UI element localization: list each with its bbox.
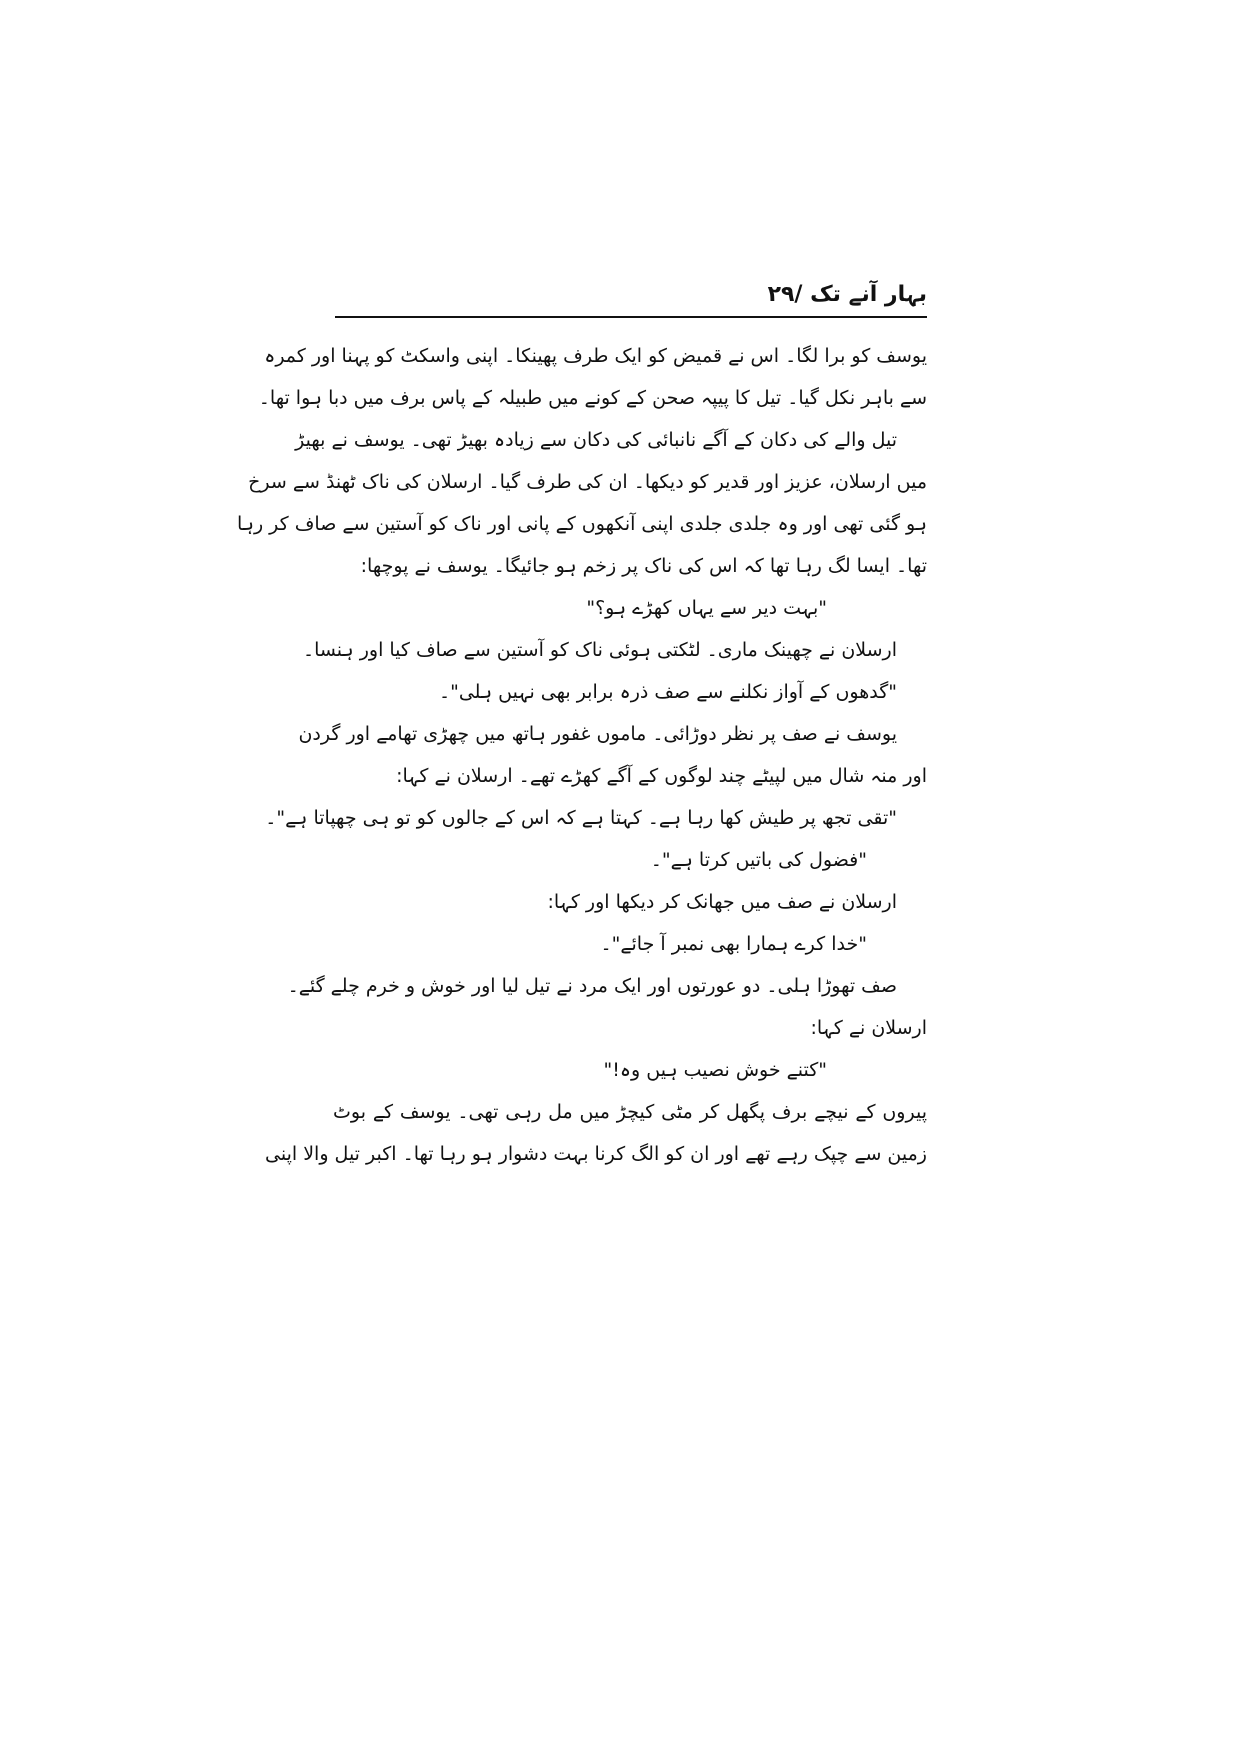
text-line: ارسلان نے چھینک ماری۔ لٹکتی ہوئی ناک کو آستین سے صاف کیا اور ہنسا۔	[302, 639, 897, 661]
text-line: زمین سے چپک رہے تھے اور ان کو الگ کرنا بہت دشوار ہو رہا تھا۔ اکبر تیل والا اپنی	[265, 1143, 927, 1165]
text-line: تیل والے کی دکان کے آگے نانبائی کی دکان سے زیادہ بھیڑ تھی۔ یوسف نے بھیڑ	[295, 429, 897, 451]
text-line: ہو گئی تھی اور وہ جلدی جلدی اپنی آنکھوں کے پانی اور ناک کو آستین سے صاف کر رہا	[237, 513, 927, 535]
text-line: میں ارسلان، عزیز اور قدیر کو دیکھا۔ ان کی طرف گیا۔ ارسلان کی ناک ٹھنڈ سے سرخ	[248, 471, 927, 493]
text-line: سے باہر نکل گیا۔ تیل کا پیپہ صحن کے کونے میں طبیلہ کے پاس برف میں دبا ہوا تھا۔	[258, 387, 927, 409]
text-line: "کتنے خوش نصیب ہیں وہ!"	[603, 1059, 827, 1081]
text-line: "بہت دیر سے یہاں کھڑے ہو؟"	[586, 597, 827, 619]
text-line: "خدا کرے ہمارا بھی نمبر آ جائے"۔	[600, 933, 867, 955]
text-line: "فضول کی باتیں کرتا ہے"۔	[650, 849, 867, 871]
text-line: یوسف نے صف پر نظر دوڑائی۔ ماموں غفور ہاتھ میں چھڑی تھامے اور گردن	[298, 723, 897, 745]
text-line: پیروں کے نیچے برف پگھل کر مٹی کیچڑ میں مل رہی تھی۔ یوسف کے بوٹ	[333, 1101, 927, 1123]
header-rule	[335, 316, 927, 318]
text-line: ارسلان نے کہا:	[810, 1017, 927, 1039]
running-head	[335, 278, 927, 312]
text-line: صف تھوڑا ہلی۔ دو عورتوں اور ایک مرد نے تیل لیا اور خوش و خرم چلے گئے۔	[287, 975, 897, 997]
body-text	[237, 335, 927, 1175]
running-title: بہار آنے تک /۲۹	[767, 282, 927, 307]
text-line: "گدھوں کے آواز نکلنے سے صف ذرہ برابر بھی نہیں ہلی"۔	[438, 681, 897, 703]
text-line: ارسلان نے صف میں جھانک کر دیکھا اور کہا:	[547, 891, 897, 913]
text-line: اور منہ شال میں لپیٹے چند لوگوں کے آگے کھڑے تھے۔ ارسلان نے کہا:	[396, 765, 927, 787]
text-line: یوسف کو برا لگا۔ اس نے قمیض کو ایک طرف پھینکا۔ اپنی واسکٹ کو پہنا اور کمرہ	[264, 345, 927, 367]
text-line: تھا۔ ایسا لگ رہا تھا کہ اس کی ناک پر زخم ہو جائیگا۔ یوسف نے پوچھا:	[360, 555, 927, 577]
text-line: "تقی تجھ پر طیش کھا رہا ہے۔ کہتا ہے کہ اس کے جالوں کو تو ہی چھپاتا ہے"۔	[265, 807, 897, 829]
